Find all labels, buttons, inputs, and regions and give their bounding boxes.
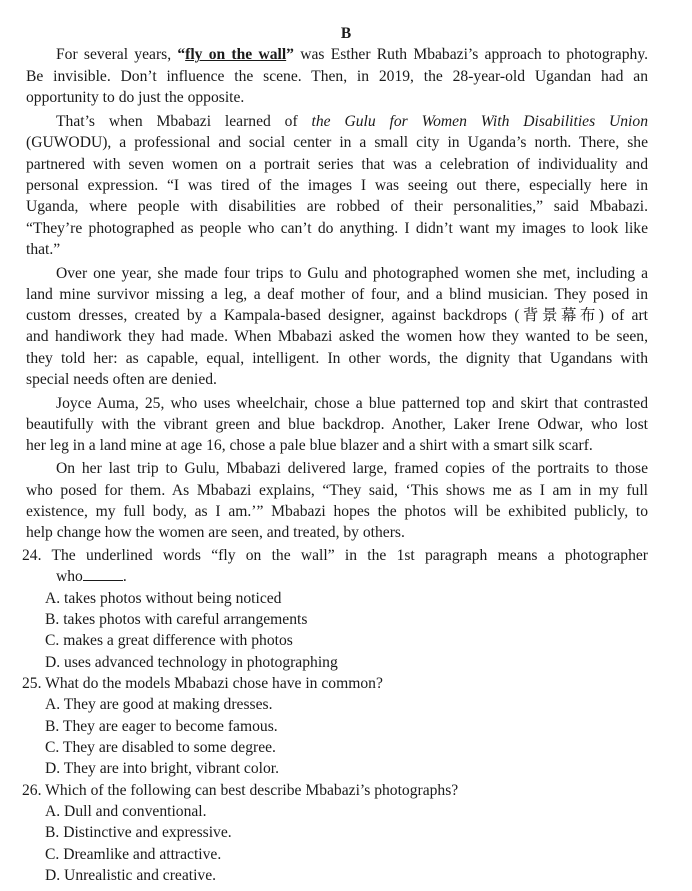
question-stem: 25. What do the models Mbabazi chose have in common?	[22, 675, 383, 692]
question-stem: 24. The underlined words “fly on the wall” in the 1st paragraph means a photographer	[22, 547, 648, 564]
paragraph-line: Uganda, where people with disabilities are robbed of their personalities,” said Mbabazi.	[26, 198, 648, 215]
paragraph-line: beautifully with the vibrant green and blue backdrop. Another, Laker Irene Odwar, who lost	[26, 416, 648, 433]
paragraph-line: who posed for them. As Mbabazi explains, “They said, ‘This shows me as I am in my full	[26, 482, 648, 499]
paragraph-line: special needs often are denied.	[26, 371, 217, 388]
question-stem: 26. Which of the following can best describe Mbabazi’s photographs?	[22, 782, 459, 799]
paragraph-line: Over one year, she made four trips to Gulu and photographed women she met, including a	[56, 265, 648, 282]
paragraph-line: her leg in a land mine at age 16, chose a pale blue blazer and a shirt with a smart silk scarf.	[26, 437, 593, 454]
paragraph-line: and handiwork they had made. When Mbabazi asked the women how they wanted to be seen,	[26, 328, 648, 345]
paragraph-line: personal expression. “I was tired of the images I was seeing out there, especially here in	[26, 177, 648, 194]
answer-blank	[83, 567, 123, 581]
paragraph-line: That’s when Mbabazi learned of the Gulu for Women With Disabilities Union	[56, 113, 648, 130]
paragraph-line: For several years, “fly on the wall” was Esther Ruth Mbabazi’s approach to photography.	[56, 46, 649, 63]
underlined-phrase: “fly on the wall”	[177, 46, 294, 63]
option-b[interactable]: B. They are eager to become famous.	[45, 718, 278, 735]
option-a[interactable]: A. Dull and conventional.	[45, 803, 207, 820]
option-c[interactable]: C. makes a great difference with photos	[45, 632, 293, 649]
paragraph-line: On her last trip to Gulu, Mbabazi delivered large, framed copies of the portraits to those	[56, 460, 648, 477]
organization-name: the Gulu for Women With Disabilities Union	[311, 113, 648, 130]
paragraph-line: land mine survivor missing a leg, a deaf mother of four, and a blind musician. They posed in	[26, 286, 648, 303]
question-stem-continuation: who .	[56, 568, 127, 585]
option-b[interactable]: B. Distinctive and expressive.	[45, 824, 232, 841]
section-title: B	[340, 25, 352, 42]
paragraph-line: opportunity to do just the opposite.	[26, 89, 245, 106]
option-d[interactable]: D. Unrealistic and creative.	[45, 867, 217, 884]
option-d[interactable]: D. They are into bright, vibrant color.	[45, 760, 279, 777]
option-a[interactable]: A. takes photos without being noticed	[45, 590, 282, 607]
paragraph-line: that.”	[26, 241, 61, 258]
option-a[interactable]: A. They are good at making dresses.	[45, 696, 273, 713]
option-c[interactable]: C. They are disabled to some degree.	[45, 739, 276, 756]
paragraph-line: partnered with seven women on a portrait series that was a celebration of individuality and	[26, 156, 648, 173]
option-d[interactable]: D. uses advanced technology in photographing	[45, 654, 338, 671]
paragraph-line: “They’re photographed as people who can’t do anything. I didn’t want my images to look like	[26, 220, 648, 237]
paragraph-line: help change how the women are seen, and treated, by others.	[26, 524, 405, 541]
option-c[interactable]: C. Dreamlike and attractive.	[45, 846, 222, 863]
paragraph-line: existence, my full body, as I am.’” Mbabazi hopes the photos will be exhibited publicly, to	[26, 503, 648, 520]
option-b[interactable]: B. takes photos with careful arrangements	[45, 611, 308, 628]
paragraph-line: (GUWODU), a professional and social center in a small city in Uganda’s north. There, she	[26, 134, 648, 151]
paragraph-line: custom dresses, created by a Kampala-based designer, against backdrops (背景幕布) of art	[26, 307, 648, 324]
paragraph-line: Joyce Auma, 25, who uses wheelchair, chose a blue patterned top and skirt that contrasted	[56, 395, 648, 412]
paragraph-line: Be invisible. Don’t influence the scene. Then, in 2019, the 28-year-old Ugandan had an	[26, 68, 648, 85]
paragraph-line: they told her: as capable, equal, intelligent. In other words, the dignity that Ugandans with	[26, 350, 648, 367]
